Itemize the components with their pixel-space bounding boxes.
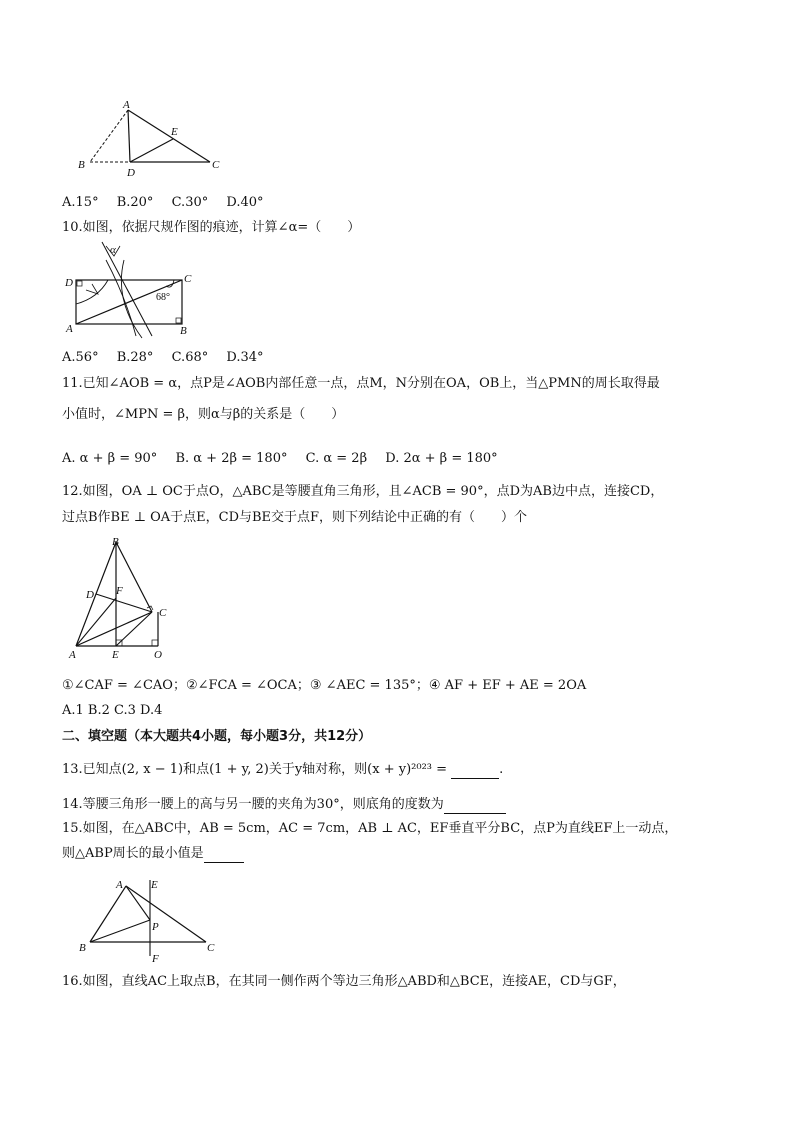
q12-label-o: O	[154, 649, 162, 661]
q12-label-d: D	[86, 589, 94, 601]
section2-title: 二、填空题（本大题共4小题，每小题3分，共12分）	[62, 729, 372, 744]
q10-option-d[interactable]: D.34°	[226, 350, 264, 365]
q12-label-c: C	[159, 607, 167, 619]
q11-options	[62, 450, 512, 468]
q12-label-e: E	[112, 649, 119, 661]
q15-figure	[70, 872, 220, 966]
q10-option-b[interactable]: B.28°	[116, 350, 154, 365]
q9-label-d: D	[127, 167, 135, 179]
q10-label-b: B	[180, 325, 187, 337]
q15-label-p: P	[152, 921, 159, 933]
q11-option-c[interactable]: C. α = 2β	[305, 451, 368, 466]
q11-stem-line2: 小值时，∠MPN = β，则α与β的关系是（ ）	[62, 407, 345, 422]
q15-answer-blank[interactable]	[204, 848, 244, 863]
q11-stem-line1: 11.已知∠AOB = α，点P是∠AOB内部任意一点，点M，N分别在OA，OB上，当△PMN的周长取得最	[62, 376, 660, 391]
q9-option-d[interactable]: D.40°	[226, 195, 264, 210]
q10-label-c: C	[184, 273, 192, 285]
q13-stem: 13.已知点(2, x − 1)和点(1 + y, 2)关于y轴对称，则(x + y)²⁰²³ =	[62, 762, 448, 777]
q10-label-a: A	[66, 323, 73, 335]
q13-answer-blank[interactable]	[451, 764, 499, 779]
q12-label-f: F	[116, 585, 123, 597]
q15-label-e: E	[151, 879, 158, 891]
q9-option-a[interactable]: A.15°	[62, 195, 99, 210]
q15-label-b: B	[79, 942, 86, 954]
q9-figure	[70, 96, 230, 180]
q15-label-a: A	[116, 879, 123, 891]
q9-label-c: C	[212, 159, 220, 171]
q10-label-68: 68°	[156, 292, 170, 303]
q12-figure	[64, 536, 174, 662]
q12-options[interactable]: A.1 B.2 C.3 D.4	[62, 703, 163, 718]
q10-options	[62, 349, 278, 367]
q10-option-c[interactable]: C.68°	[171, 350, 209, 365]
q9-option-b[interactable]: B.20°	[116, 195, 154, 210]
q10-figure	[62, 240, 202, 340]
q10-option-a[interactable]: A.56°	[62, 350, 99, 365]
q15-stem-line2: 则△ABP周长的最小值是	[62, 846, 204, 861]
q12-label-a: A	[69, 649, 76, 661]
q9-label-a: A	[123, 99, 130, 111]
q12-label-b: B	[112, 536, 119, 548]
q9-label-e: E	[171, 126, 178, 138]
q9-label-b: B	[78, 159, 85, 171]
q12-stem-line2: 过点B作BE ⊥ OA于点E，CD与BE交于点F，则下列结论中正确的有（ ）个	[62, 510, 528, 525]
q13-line	[62, 761, 503, 779]
q12-stem-line1: 12.如图，OA ⊥ OC于点O，△ABC是等腰直角三角形，且∠ACB = 90°，点D为AB边中点，连接CD，	[62, 484, 664, 499]
q12-conclusions: ①∠CAF = ∠CAO；②∠FCA = ∠OCA；③ ∠AEC = 135°；④ AF + EF + AE = 2OA	[62, 678, 587, 693]
q15-label-f: F	[152, 953, 159, 965]
q15-line2	[62, 845, 244, 863]
q13-tail: .	[499, 762, 504, 777]
q9-option-c[interactable]: C.30°	[171, 195, 209, 210]
q14-line	[62, 796, 506, 814]
q14-stem: 14.等腰三角形一腰上的高与另一腰的夹角为30°，则底角的度数为	[62, 797, 444, 812]
q16-stem: 16.如图，直线AC上取点B，在其同一侧作两个等边三角形△ABD和△BCE，连接AE，CD与GF，	[62, 974, 626, 989]
q10-label-alpha: α	[110, 244, 116, 256]
q15-stem-line1: 15.如图，在△ABC中，AB = 5cm，AC = 7cm，AB ⊥ AC，EF垂直平分BC，点P为直线EF上一动点，	[62, 821, 678, 836]
q10-stem: 10.如图，依据尺规作图的痕迹，计算∠α=（ ）	[62, 220, 361, 235]
q9-options	[62, 194, 278, 212]
q11-option-d[interactable]: D. 2α + β = 180°	[385, 451, 498, 466]
q15-label-c: C	[207, 942, 215, 954]
q10-label-d: D	[65, 277, 73, 289]
q11-option-b[interactable]: B. α + 2β = 180°	[175, 451, 288, 466]
q14-answer-blank[interactable]	[444, 799, 506, 814]
q11-option-a[interactable]: A. α + β = 90°	[62, 451, 158, 466]
